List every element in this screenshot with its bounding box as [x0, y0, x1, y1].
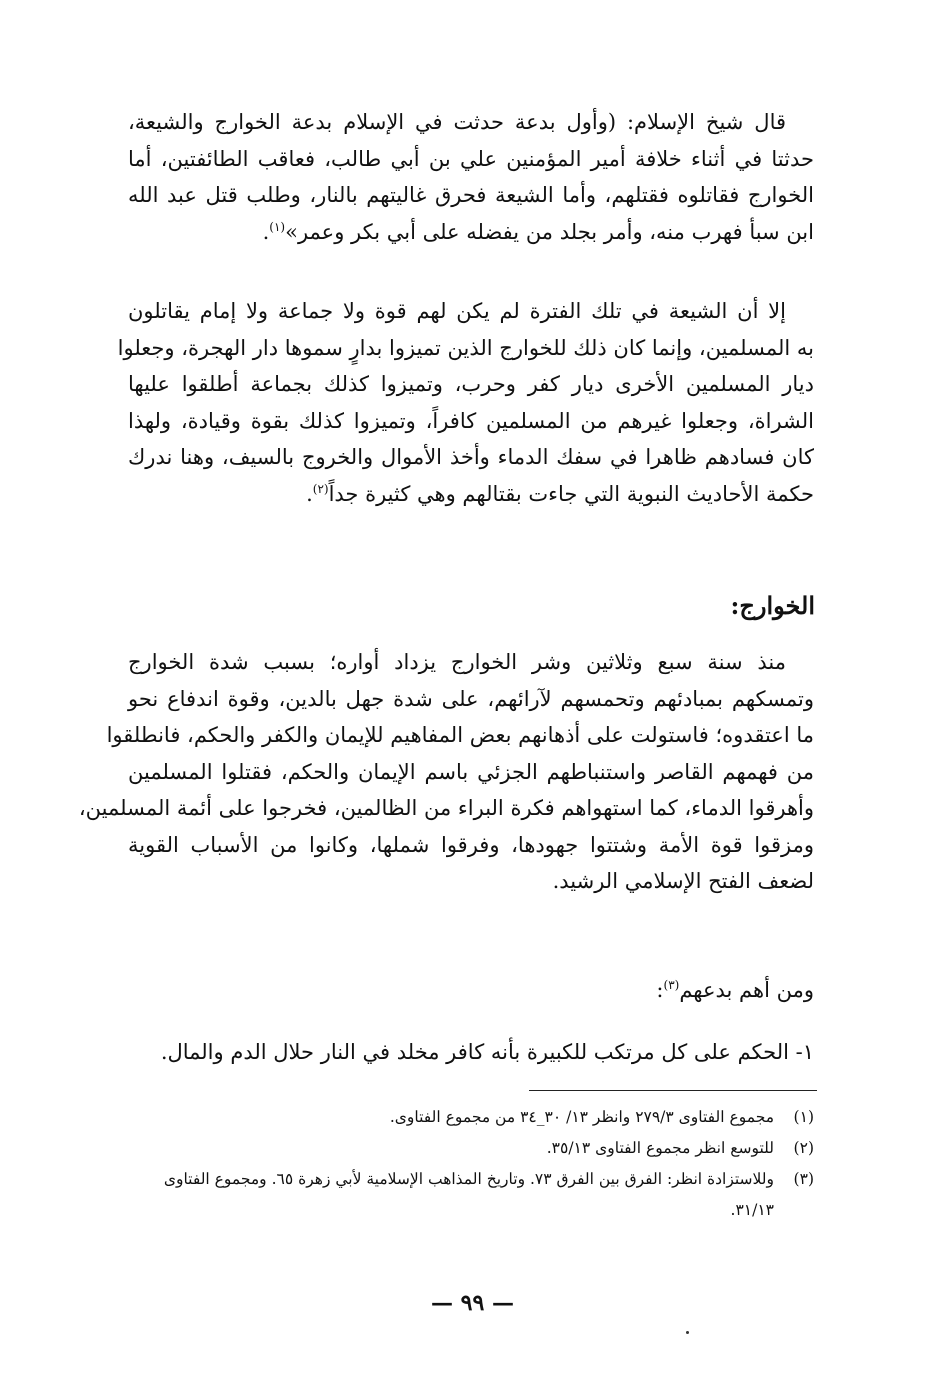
- footnotes: [128, 1102, 814, 1226]
- paragraph-shia-kharijites: [117, 293, 814, 512]
- paragraph-line: ابن سبأ فهرب منه، وأمر بجلد من يفضله على أبي بكر وعمر»$^{(١)}$.: [262, 219, 814, 244]
- paragraph-line: به المسلمين، وإنما كان ذلك للخوارج الذين تميزوا بدارٍ سموها دار الهجرة، وجعلوا: [117, 335, 814, 360]
- paragraph-line: حكمة الأحاديث النبوية التي جاءت بقتالهم وهي كثيرة جداً$^{(٢)}$.: [306, 481, 814, 506]
- footnote-reference: (٢): [312, 481, 329, 496]
- footnote-2: [128, 1133, 814, 1164]
- paragraph-line: منذ سنة سبع وثلاثين وشر الخوارج يزداد أواره؛ بسبب شدة الخوارج: [128, 650, 786, 674]
- page-number: — ٩٩ —: [431, 1290, 514, 1316]
- paragraph-line: ما اعتقدوه؛ فاستولت على أذهانهم بعض المفاهيم للإيمان والكفر والحكم، فانطلقوا: [106, 723, 814, 747]
- footnote-number: (١): [793, 1108, 814, 1126]
- footnote-number: (٢): [793, 1139, 814, 1157]
- paragraph-line: ديار المسلمين الأخرى ديار كفر وحرب، وتميزوا كذلك بجماعة أطلقوا عليها: [128, 372, 814, 396]
- paragraph-ibn-taymiyyah-quote: [128, 104, 814, 250]
- paragraph-line: من فهمهم القاصر واستنباطهم الجزئي باسم الإيمان والحكم، فقتلوا المسلمين: [128, 759, 814, 784]
- footnote-text: للتوسع انظر مجموع الفتاوى ٣٥/١٣.: [546, 1139, 774, 1157]
- paragraph-line: كان فسادهم ظاهرا في سفك الدماء وأخذ الأموال والخروج بالسيف، وهنا ندرك: [128, 445, 814, 469]
- paragraph-line: ١- الحكم على كل مرتكب للكبيرة بأنه كافر مخلد في النار حلال الدم والمال.: [160, 1040, 814, 1064]
- paragraph-line: وتمسكهم بمبادئهم وتحمسهم لآرائهم، على شدة جهل بالدين، وقوة اندفاع نحو: [128, 686, 814, 711]
- footnote-reference: (٣): [663, 978, 680, 992]
- section-heading: الخوارج:: [730, 591, 815, 620]
- paragraph-kharijites-history: [78, 644, 814, 900]
- paragraph-innovations-intro: [128, 972, 814, 1009]
- paragraph-line: قال شيخ الإسلام: (وأول بدعة حدثت في الإسلام بدعة الخوارج والشيعة،: [128, 110, 786, 134]
- paragraph-line: الشراة، وجعلوا غيرهم من المسلمين كافراً، وتميزوا كذلك بقوة وقيادة، ولهذا: [128, 408, 814, 433]
- footnote-3: [128, 1164, 814, 1226]
- paragraph-line: لضعف الفتح الإسلامي الرشيد.: [552, 869, 814, 893]
- paragraph-line: وأهرقوا الدماء، كما استهواهم فكرة البراء من الظالمين، فخرجوا على أئمة المسلمين،: [78, 796, 814, 820]
- footnote-number: (٣): [793, 1170, 814, 1188]
- footnote-text: مجموع الفتاوى ٢٧٩/٣ وانظر ١٣/ ٣٠_٣٤ من مجموع الفتاوى.: [389, 1108, 774, 1126]
- paragraph-line: حدثتا في أثناء خلافة أمير المؤمنين علي بن أبي طالب، فعاقب الطائفتين، أما: [128, 146, 814, 171]
- paragraph-line: ومزقوا قوة الأمة وشتتوا جهودها، وفرقوا شملها، وكانوا من الأسباب القوية: [128, 832, 814, 857]
- paragraph-line: الخوارج فقاتلوه فقتلهم، وأما الشيعة فحرق غاليتهم بالنار، وطلب قتل عبد الله: [128, 183, 814, 207]
- footnote-reference: (١): [269, 219, 286, 234]
- footnote-separator: [529, 1090, 817, 1091]
- footnote-text: وللاستزادة انظر: الفرق بين الفرق ٧٣. وتاريخ المذاهب الإسلامية لأبي زهرة ٦٥. ومجموع الفتاوى ٣١/١٣.: [163, 1170, 774, 1219]
- list-item-innovation-1: [128, 1034, 814, 1071]
- scan-dot: [686, 1331, 689, 1334]
- footnote-1: [128, 1102, 814, 1133]
- paragraph-line: إلا أن الشيعة في تلك الفترة لم يكن لهم قوة ولا جماعة ولا إمام يقاتلون: [128, 299, 786, 323]
- paragraph-line: ومن أهم بدعهم$^{(٣)}$:: [656, 978, 814, 1002]
